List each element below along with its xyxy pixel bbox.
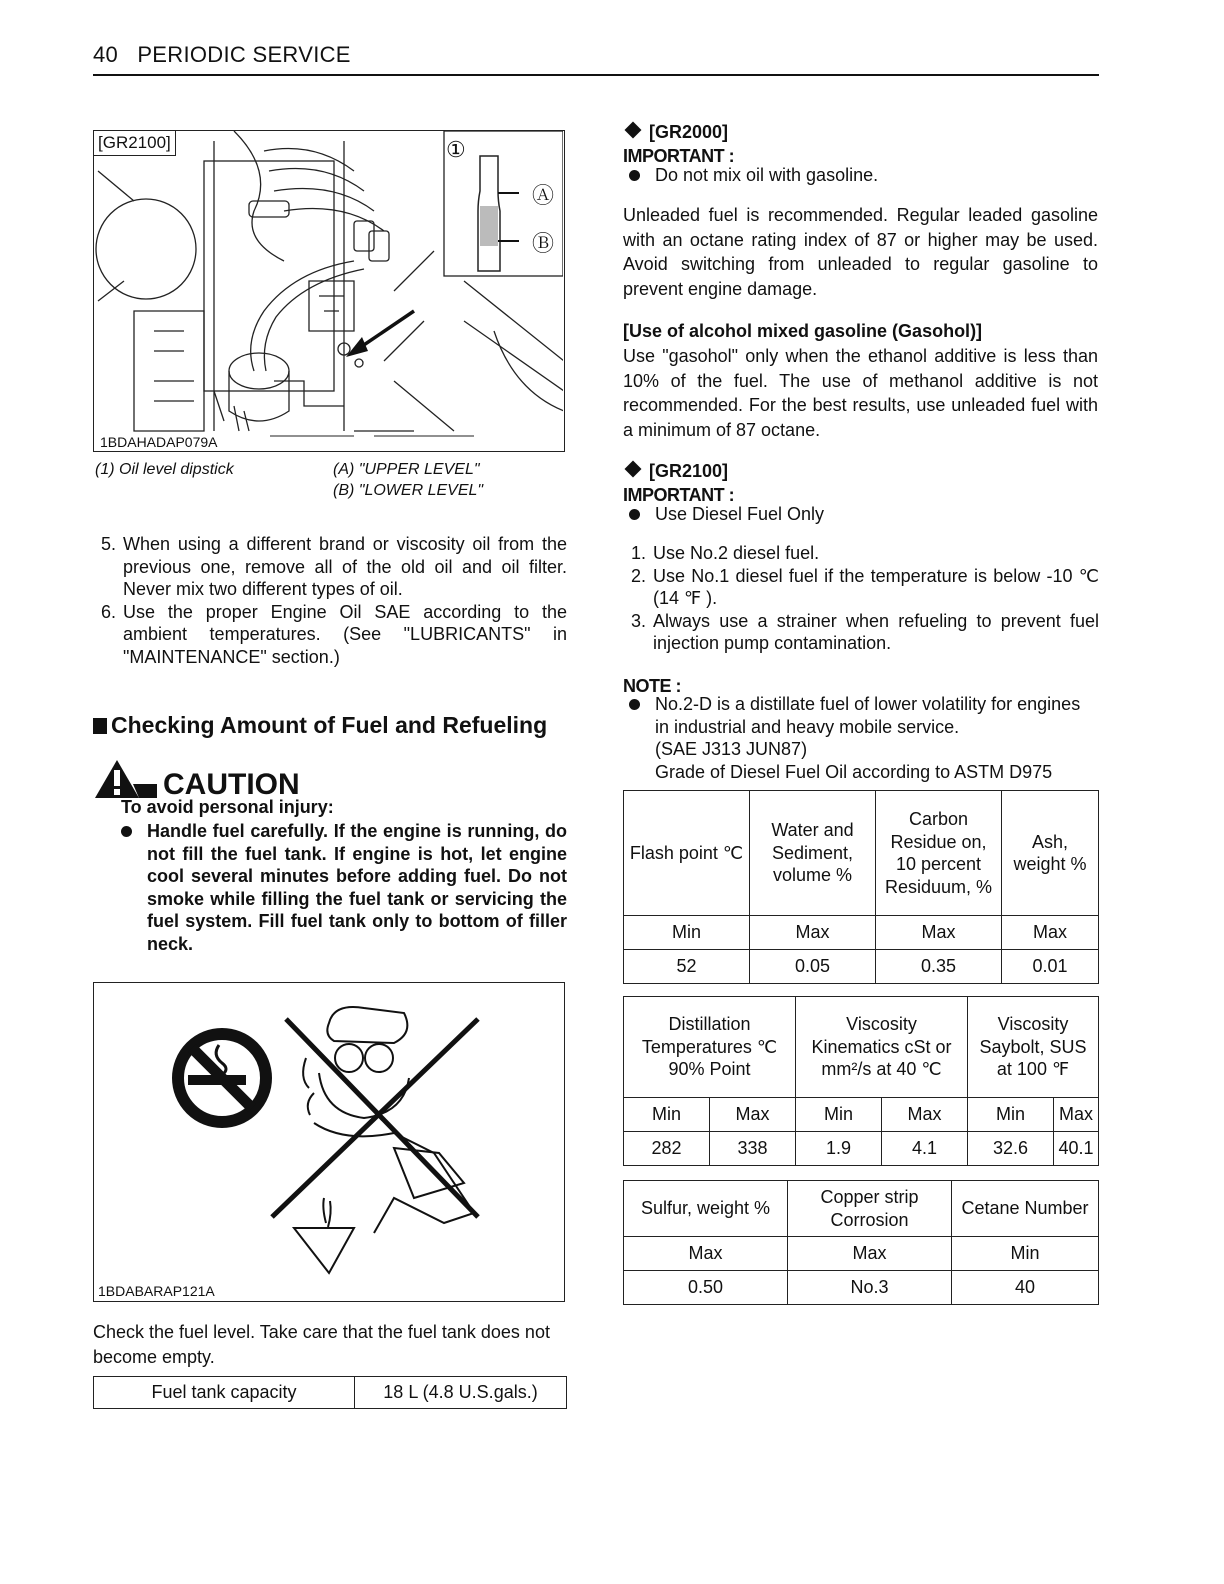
table-cell: 0.01 xyxy=(1002,950,1099,984)
gr2000-heading: [GR2000] xyxy=(623,122,728,143)
table-cell: Max xyxy=(788,1237,952,1271)
oil-steps xyxy=(93,533,567,668)
step-item: 2. Use No.1 diesel fuel if the temperature is below -10 ℃ (14 ℉ ). xyxy=(651,565,1099,610)
table-cell: Max xyxy=(876,916,1002,950)
diamond-icon xyxy=(625,122,642,139)
table-row xyxy=(624,1237,1099,1271)
table-cell: Max xyxy=(1002,916,1099,950)
table-header-cell: Ash, weight % xyxy=(1002,791,1099,916)
caption-upper: (A) "UPPER LEVEL" xyxy=(333,461,480,478)
page-title: PERIODIC SERVICE xyxy=(137,42,351,67)
bullet-icon xyxy=(629,699,640,710)
note-sae: (SAE J313 JUN87) xyxy=(655,739,808,759)
table-cell: Max xyxy=(882,1098,968,1132)
no-smoking-figure xyxy=(93,982,565,1302)
header-divider xyxy=(93,74,1099,76)
table-header-cell: Distillation Temperatures ℃ 90% Point xyxy=(624,997,796,1098)
fuel-grade-table-1 xyxy=(623,790,1099,984)
table-cell: 0.50 xyxy=(624,1271,788,1305)
note-block xyxy=(623,693,1099,783)
table-cell: Min xyxy=(968,1098,1054,1132)
table-header-row xyxy=(624,1181,1099,1237)
caption-dipstick: (1) Oil level dipstick xyxy=(95,461,234,478)
table-header-cell: Flash point ℃ xyxy=(624,791,750,916)
table-cell: 0.05 xyxy=(750,950,876,984)
oil-dipstick-figure xyxy=(93,130,565,452)
bullet-icon xyxy=(629,170,640,181)
table-header-cell: Sulfur, weight % xyxy=(624,1181,788,1237)
model-tag: [GR2100] xyxy=(94,131,176,156)
step-item: 5. When using a different brand or viscosity oil from the previous one, remove all of the old oil and oil filter. Never mix two different types of oil. xyxy=(121,533,567,601)
table-cell: 282 xyxy=(624,1132,710,1166)
table-cell: Max xyxy=(624,1237,788,1271)
note-grade: Grade of Diesel Fuel Oil according to ASTM D975 xyxy=(655,761,1053,782)
gr2100-bullet: Use Diesel Fuel Only xyxy=(623,502,824,527)
table-cell: 1.9 xyxy=(796,1132,882,1166)
table-header-row xyxy=(624,791,1099,916)
engine-illustration xyxy=(94,131,563,450)
fuel-capacity-table xyxy=(93,1376,567,1409)
fuel-check-text: Check the fuel level. Take care that the fuel tank does not become empty. xyxy=(93,1322,550,1367)
table-row xyxy=(94,1377,567,1409)
table-header-cell: Viscosity Kinematics cSt or mm²/s at 40 ℃ xyxy=(796,997,968,1098)
table-cell: 32.6 xyxy=(968,1132,1054,1166)
table-cell: Max xyxy=(710,1098,796,1132)
fuel-grade-table-3 xyxy=(623,1180,1099,1305)
important-label: IMPORTANT : xyxy=(623,485,735,505)
table-cell: 52 xyxy=(624,950,750,984)
gr2000-paragraph: Unleaded fuel is recommended. Regular leaded gasoline with an octane rating index of 87 or higher may be used. Avoid switching from unleaded to regular gasoline to prevent engine damage. xyxy=(623,205,1098,299)
section-title: Checking Amount of Fuel and Refueling xyxy=(93,712,547,739)
table-cell: Min xyxy=(952,1237,1099,1271)
table-cell: Min xyxy=(796,1098,882,1132)
table-cell: 4.1 xyxy=(882,1132,968,1166)
no-smoking-illustration xyxy=(94,983,563,1300)
page-number: 40 xyxy=(93,42,119,67)
gr2000-bullet: Do not mix oil with gasoline. xyxy=(623,163,878,188)
step-item: 1. Use No.2 diesel fuel. xyxy=(651,542,1099,565)
caution-bullet: Handle fuel carefully. If the engine is running, do not fill the fuel tank. If engine is hot, let engine cool several minutes before adding fuel. Do not smoke while filling the fuel tank or servicing the fuel system. Fill fuel tank only to bottom of filler neck. xyxy=(121,820,567,955)
diamond-icon xyxy=(625,461,642,478)
note-label: NOTE : xyxy=(623,676,681,696)
table-cell: 40.1 xyxy=(1054,1132,1099,1166)
table-cell: 338 xyxy=(710,1132,796,1166)
table-row xyxy=(624,950,1099,984)
gasohol-heading: [Use of alcohol mixed gasoline (Gasohol)] xyxy=(623,321,983,341)
important-label: IMPORTANT : xyxy=(623,146,735,166)
table-row xyxy=(624,1132,1099,1166)
bullet-icon xyxy=(629,509,640,520)
step-item: 6. Use the proper Engine Oil SAE according to the ambient temperatures. (See "LUBRICANTS" in "MAINTENANCE" section.) xyxy=(121,601,567,669)
table-cell: 0.35 xyxy=(876,950,1002,984)
step-item: 3. Always use a strainer when refueling to prevent fuel injection pump contamination. xyxy=(651,610,1099,655)
no-smoking-icon xyxy=(178,1034,266,1122)
table-cell: Min xyxy=(624,916,750,950)
fuel-grade-table-2 xyxy=(623,996,1099,1166)
figure-id: 1BDAHADAP079A xyxy=(100,434,218,450)
table-row xyxy=(624,1098,1099,1132)
caution-label: CAUTION xyxy=(163,768,300,801)
table-header-row xyxy=(624,997,1099,1098)
callout-a: Ⓐ xyxy=(532,183,555,208)
table-cell: Max xyxy=(750,916,876,950)
table-row xyxy=(624,1271,1099,1305)
figure-id: 1BDABARAP121A xyxy=(98,1283,215,1299)
table-cell: Fuel tank capacity xyxy=(94,1377,355,1409)
table-cell: 40 xyxy=(952,1271,1099,1305)
table-row xyxy=(624,916,1099,950)
table-cell: No.3 xyxy=(788,1271,952,1305)
table-header-cell: Viscosity Saybolt, SUS at 100 ℉ xyxy=(968,997,1099,1098)
gasohol-paragraph: Use "gasohol" only when the ethanol additive is less than 10% of the fuel. The use of methanol additive is not recommended. For the best results, use unleaded fuel with a minimum of 87 octane. xyxy=(623,346,1098,440)
table-header-cell: Copper strip Corrosion xyxy=(788,1181,952,1237)
bullet-icon xyxy=(121,826,132,837)
note-text: No.2-D is a distillate fuel of lower volatility for engines in industrial and heavy mobile service. xyxy=(655,694,1081,737)
table-header-cell: Water and Sediment, volume % xyxy=(750,791,876,916)
callout-b: Ⓑ xyxy=(532,231,555,256)
caution-lead: To avoid personal injury: xyxy=(121,797,334,817)
gr2100-heading: [GR2100] xyxy=(623,461,728,482)
table-cell: Max xyxy=(1054,1098,1099,1132)
table-header-cell: Cetane Number xyxy=(952,1181,1099,1237)
table-cell: Min xyxy=(624,1098,710,1132)
table-cell: 18 L (4.8 U.S.gals.) xyxy=(355,1377,567,1409)
caption-lower: (B) "LOWER LEVEL" xyxy=(333,482,484,499)
square-bullet-icon xyxy=(93,718,107,734)
page-header xyxy=(93,42,351,68)
callout-1: ① xyxy=(446,137,466,162)
diesel-steps xyxy=(623,542,1099,655)
table-header-cell: Carbon Residue on, 10 percent Residuum, % xyxy=(876,791,1002,916)
